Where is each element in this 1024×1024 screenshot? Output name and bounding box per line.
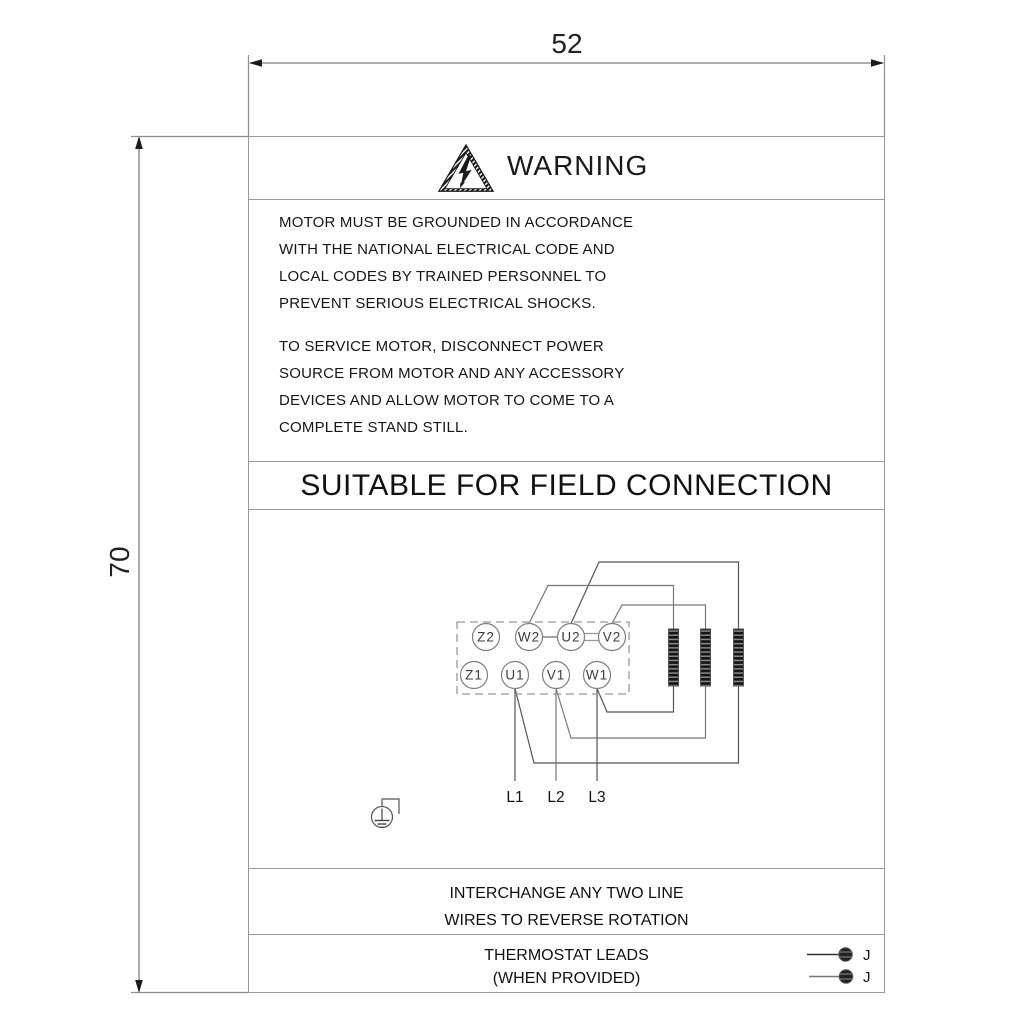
thermostat-line2: (WHEN PROVIDED) — [492, 970, 641, 987]
thermostat-lead-icon — [809, 970, 853, 984]
thermostat-lead-symbols — [789, 945, 899, 990]
terminal-label: U1 — [505, 667, 525, 683]
terminal-label: V2 — [602, 629, 622, 645]
terminal-label: V1 — [546, 667, 566, 683]
warning-text-section — [249, 200, 884, 462]
field-connection-banner — [249, 462, 884, 510]
rotation-note-line1: INTERCHANGE ANY TWO LINE — [449, 885, 684, 902]
wiring-diagram — [249, 510, 884, 868]
service-line: DEVICES AND ALLOW MOTOR TO COME TO A — [279, 392, 615, 409]
winding-coil-1 — [669, 629, 679, 686]
lead-label-j1: J — [863, 947, 871, 964]
terminal-label: Z1 — [465, 667, 483, 683]
dimension-height-value: 70 — [104, 546, 135, 578]
winding-coil-3 — [734, 629, 744, 686]
dimension-width-value: 52 — [551, 28, 583, 59]
wiring-diagram-section — [249, 510, 884, 869]
terminal-label: Z2 — [477, 629, 495, 645]
line-label-l2: L2 — [547, 789, 565, 806]
wire-u2-coil3 — [571, 562, 739, 629]
service-line: TO SERVICE MOTOR, DISCONNECT POWER — [279, 338, 604, 355]
service-notice — [279, 333, 624, 441]
winding-coils — [669, 629, 744, 686]
line-label-l1: L1 — [506, 789, 524, 806]
wire-w1-coil1 — [597, 686, 674, 712]
thermostat-lead-icon — [807, 948, 852, 962]
grounding-line: WITH THE NATIONAL ELECTRICAL CODE AND — [279, 241, 615, 258]
terminal-label: W1 — [585, 667, 609, 683]
high-voltage-warning-icon — [435, 144, 497, 193]
grounding-line: PREVENT SERIOUS ELECTRICAL SHOCKS. — [279, 295, 596, 312]
grounding-line: MOTOR MUST BE GROUNDED IN ACCORDANCE — [279, 214, 634, 231]
rotation-note-line2: WIRES TO REVERSE ROTATION — [444, 912, 689, 929]
warning-header-section — [249, 137, 884, 200]
line-label-l3: L3 — [588, 789, 606, 806]
thermostat-line1: THERMOSTAT LEADS — [484, 947, 649, 964]
service-line: SOURCE FROM MOTOR AND ANY ACCESSORY — [279, 365, 625, 382]
field-connection-title: SUITABLE FOR FIELD CONNECTION — [300, 468, 833, 502]
lead-label-j2: J — [863, 969, 871, 986]
wire-v2-coil2 — [612, 605, 706, 629]
ground-icon — [372, 799, 400, 828]
label-plate — [248, 136, 885, 993]
grounding-line: LOCAL CODES BY TRAINED PERSONNEL TO — [279, 268, 607, 285]
grounding-notice — [279, 209, 633, 317]
warning-title: WARNING — [507, 150, 649, 181]
thermostat-section — [249, 935, 884, 994]
rotation-note-section — [249, 869, 884, 935]
winding-coil-2 — [701, 629, 711, 686]
service-line: COMPLETE STAND STILL. — [279, 419, 468, 436]
terminal-label: W2 — [517, 629, 541, 645]
terminal-label: U2 — [561, 629, 581, 645]
